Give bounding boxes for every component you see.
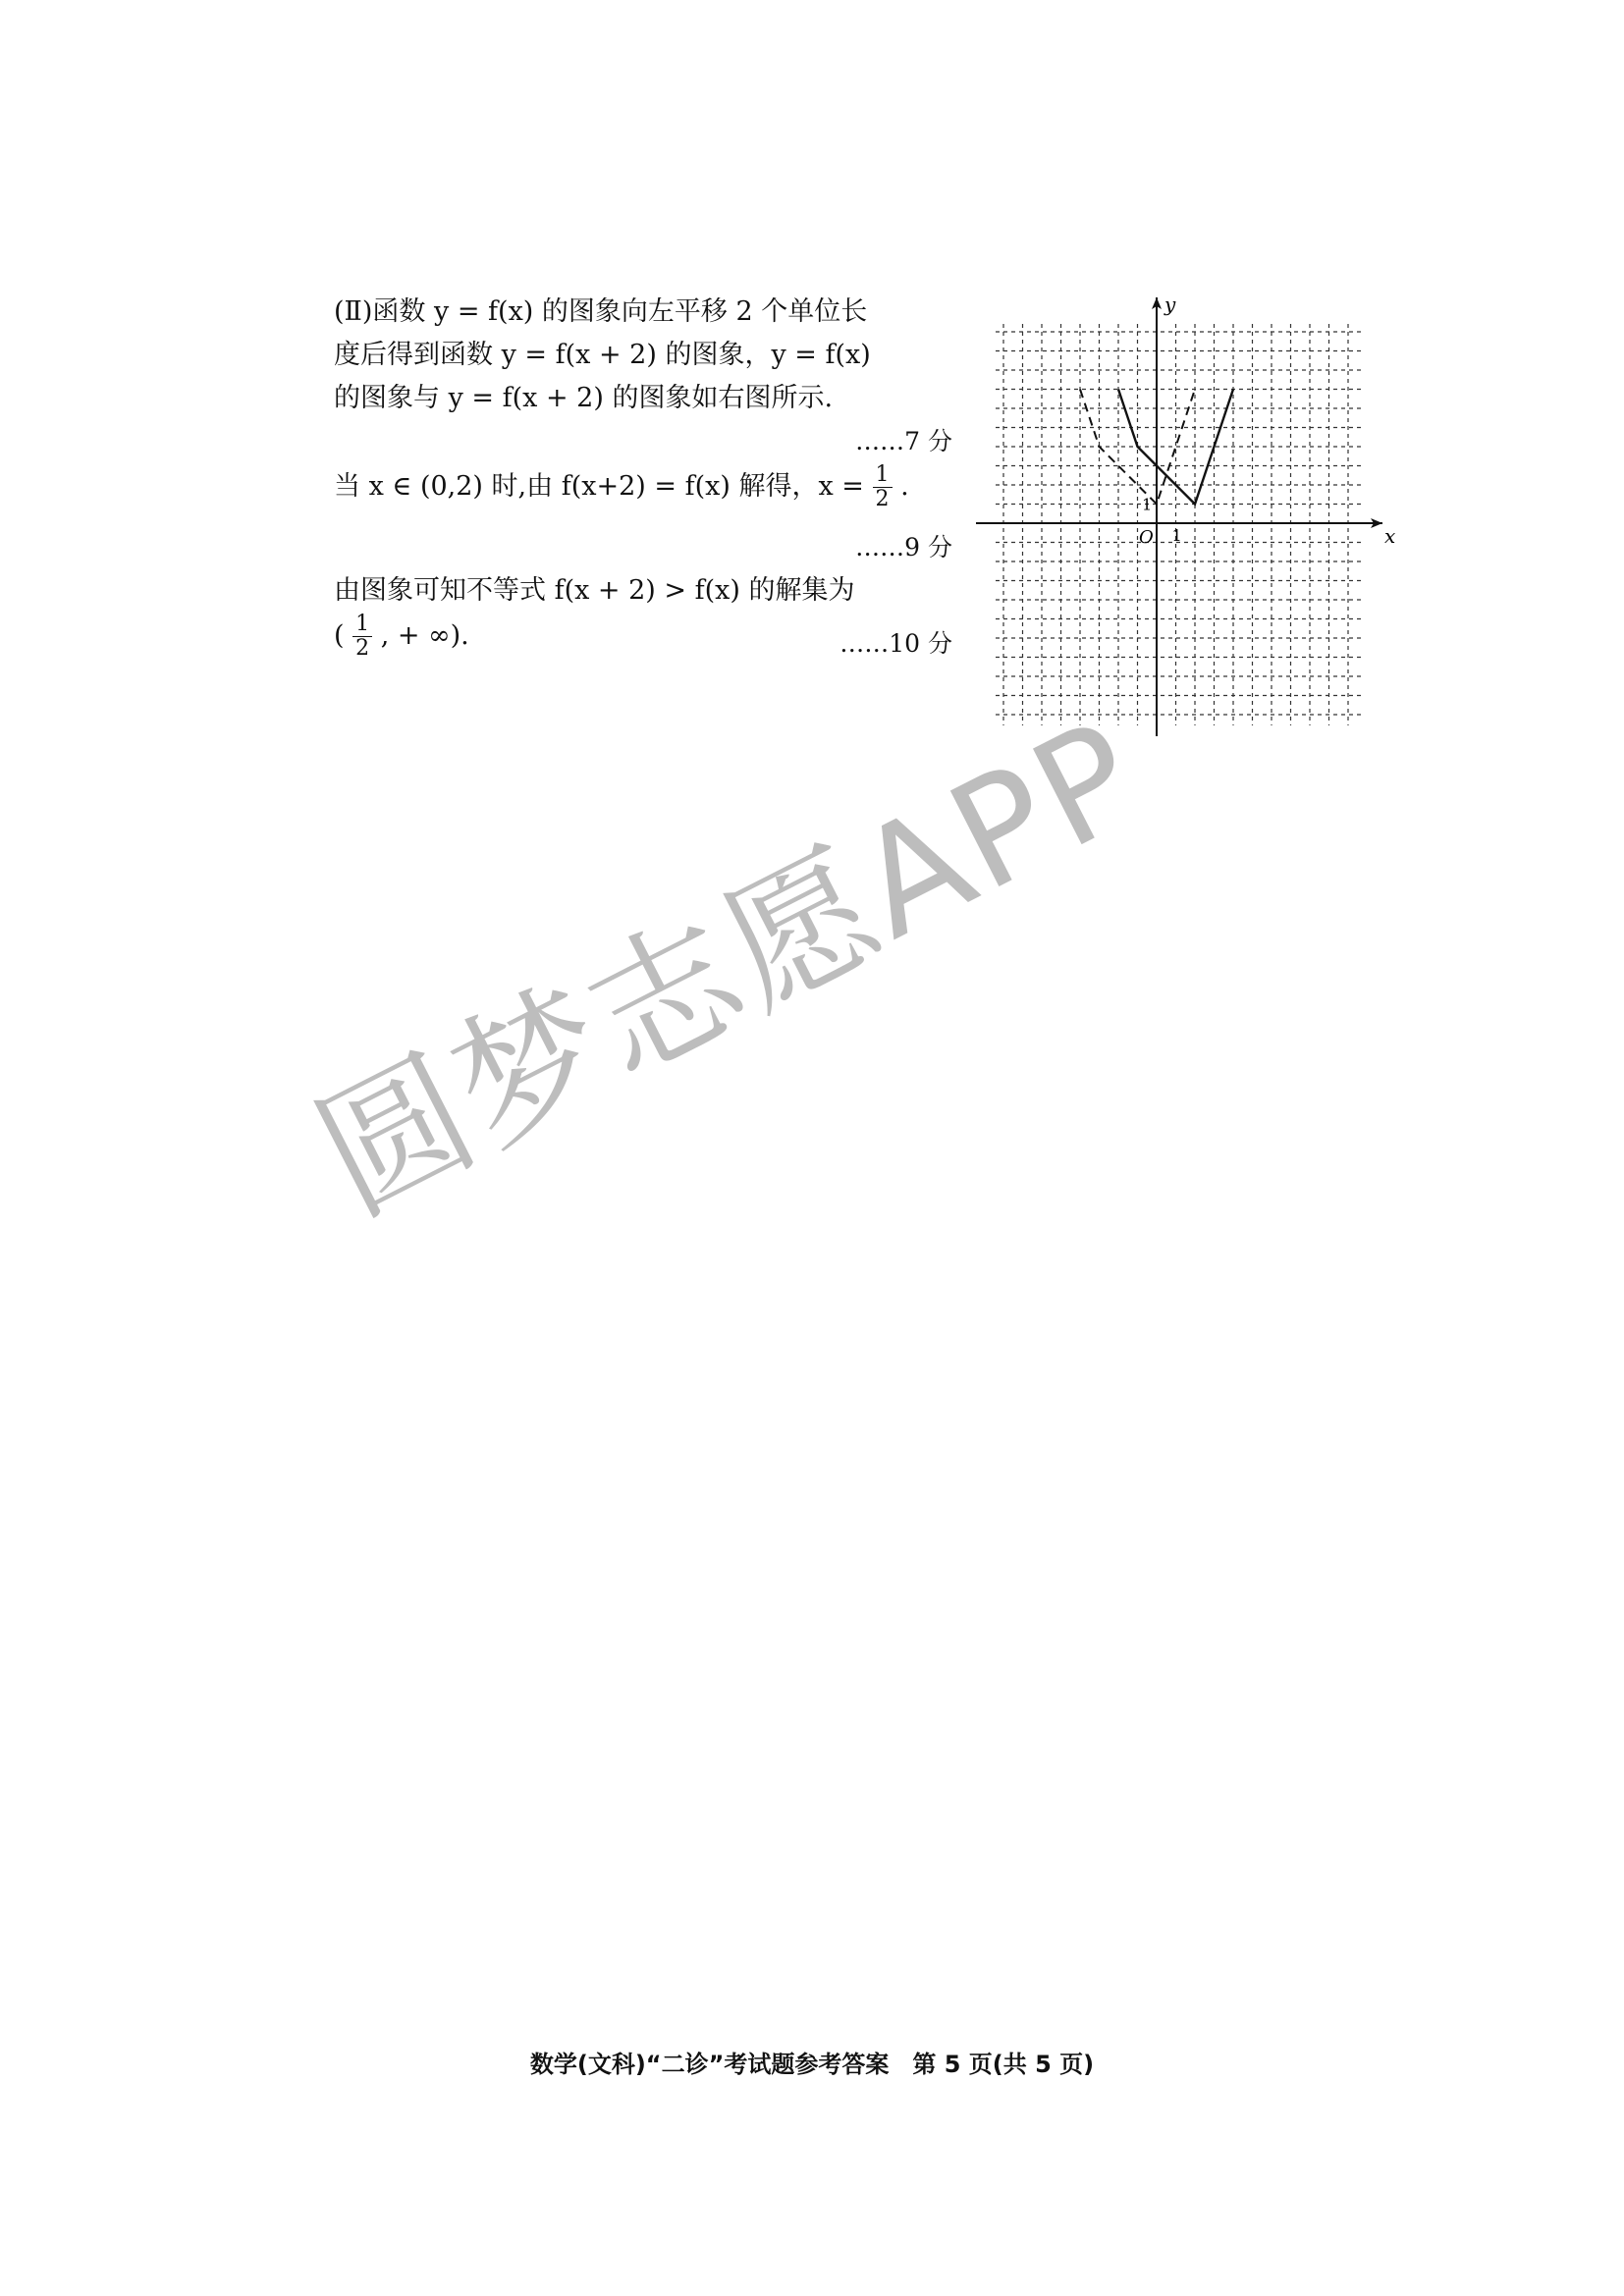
interval-open-paren: ( [334,620,345,651]
origin-label: O [1139,527,1154,548]
solution-line-3: 的图象与 y = f(x + 2) 的图象如右图所示. [334,383,834,413]
solution-line-4-text: 当 x ∈ (0,2) 时,由 f(x+2) = f(x) 解得，x = [334,471,864,502]
score-7: ……7 分 [855,427,952,455]
y-axis-label: y [1164,293,1176,316]
fraction-one-half [873,463,893,511]
solution-line-4 [334,463,952,526]
y-tick-label: 1 [1142,495,1153,514]
score-10: ……10 分 [839,629,952,658]
score-9: ……9 分 [855,533,952,561]
fraction-denominator: 2 [355,636,370,661]
x-axis-label: x [1384,524,1396,548]
solution-line-4-end: . [900,471,909,502]
page-footer: 数学(文科)“二诊”考试题参考答案 第 5 页(共 5 页) [529,2051,1095,2078]
fraction-one-half [352,613,372,661]
solution-line-6 [334,613,952,675]
solution-block [334,291,952,675]
solution-line-2: 度后得到函数 y = f(x + 2) 的图象，y = f(x) [334,340,871,370]
solution-line-5: 由图象可知不等式 f(x + 2) > f(x) 的解集为 [334,575,855,606]
interval-rest: , + ∞). [380,620,469,651]
fraction-numerator: 1 [352,613,372,637]
fraction-denominator: 2 [875,487,890,511]
solution-line-1: (Ⅱ)函数 y = f(x) 的图象向左平移 2 个单位长 [334,296,868,327]
coordinate-axes [976,297,1382,736]
function-graph [962,290,1394,741]
fraction-numerator: 1 [873,463,893,488]
x-tick-label: 1 [1171,526,1182,545]
dashed-grid [996,324,1361,725]
watermark: 圆梦志愿APP [292,687,1168,1247]
